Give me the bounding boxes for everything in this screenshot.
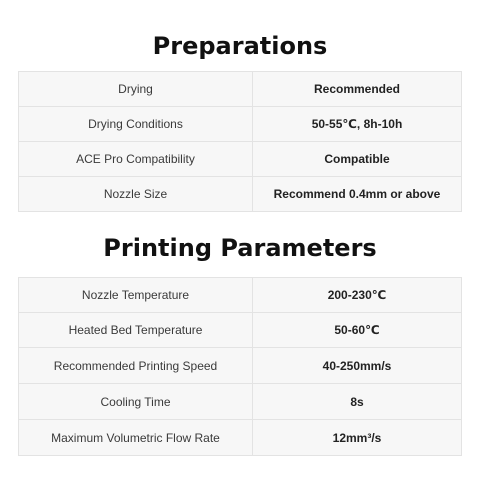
row-value-heated-bed-temperature: 50-60℃	[253, 313, 462, 348]
row-label-nozzle-temperature: Nozzle Temperature	[19, 278, 253, 313]
table-row	[19, 107, 462, 142]
table-row	[19, 313, 462, 348]
row-label-maximum-volumetric-flow-rate: Maximum Volumetric Flow Rate	[19, 420, 253, 456]
table-row	[19, 278, 462, 313]
preparations-table	[18, 71, 462, 212]
preparations-title: Preparations	[152, 32, 328, 60]
row-value-drying-conditions: 50-55℃, 8h-10h	[253, 107, 462, 142]
row-value-ace-pro-compatibility: Compatible	[253, 142, 462, 177]
row-label-nozzle-size: Nozzle Size	[19, 177, 253, 212]
row-value-nozzle-temperature: 200-230℃	[253, 278, 462, 313]
printing-parameters-title: Printing Parameters	[103, 234, 377, 262]
row-value-recommended-printing-speed: 40-250mm/s	[253, 348, 462, 384]
row-label-heated-bed-temperature: Heated Bed Temperature	[19, 313, 253, 348]
row-label-recommended-printing-speed: Recommended Printing Speed	[19, 348, 253, 384]
table-row	[19, 348, 462, 384]
printing-parameters-table	[18, 277, 462, 456]
row-value-maximum-volumetric-flow-rate: 12mm³/s	[253, 420, 462, 456]
row-value-cooling-time: 8s	[253, 384, 462, 420]
table-row	[19, 142, 462, 177]
table-row	[19, 420, 462, 456]
row-value-nozzle-size: Recommend 0.4mm or above	[253, 177, 462, 212]
row-label-cooling-time: Cooling Time	[19, 384, 253, 420]
row-label-drying: Drying	[19, 72, 253, 107]
row-label-drying-conditions: Drying Conditions	[19, 107, 253, 142]
row-label-ace-pro-compatibility: ACE Pro Compatibility	[19, 142, 253, 177]
table-row	[19, 177, 462, 212]
table-row	[19, 72, 462, 107]
table-row	[19, 384, 462, 420]
row-value-drying: Recommended	[253, 72, 462, 107]
